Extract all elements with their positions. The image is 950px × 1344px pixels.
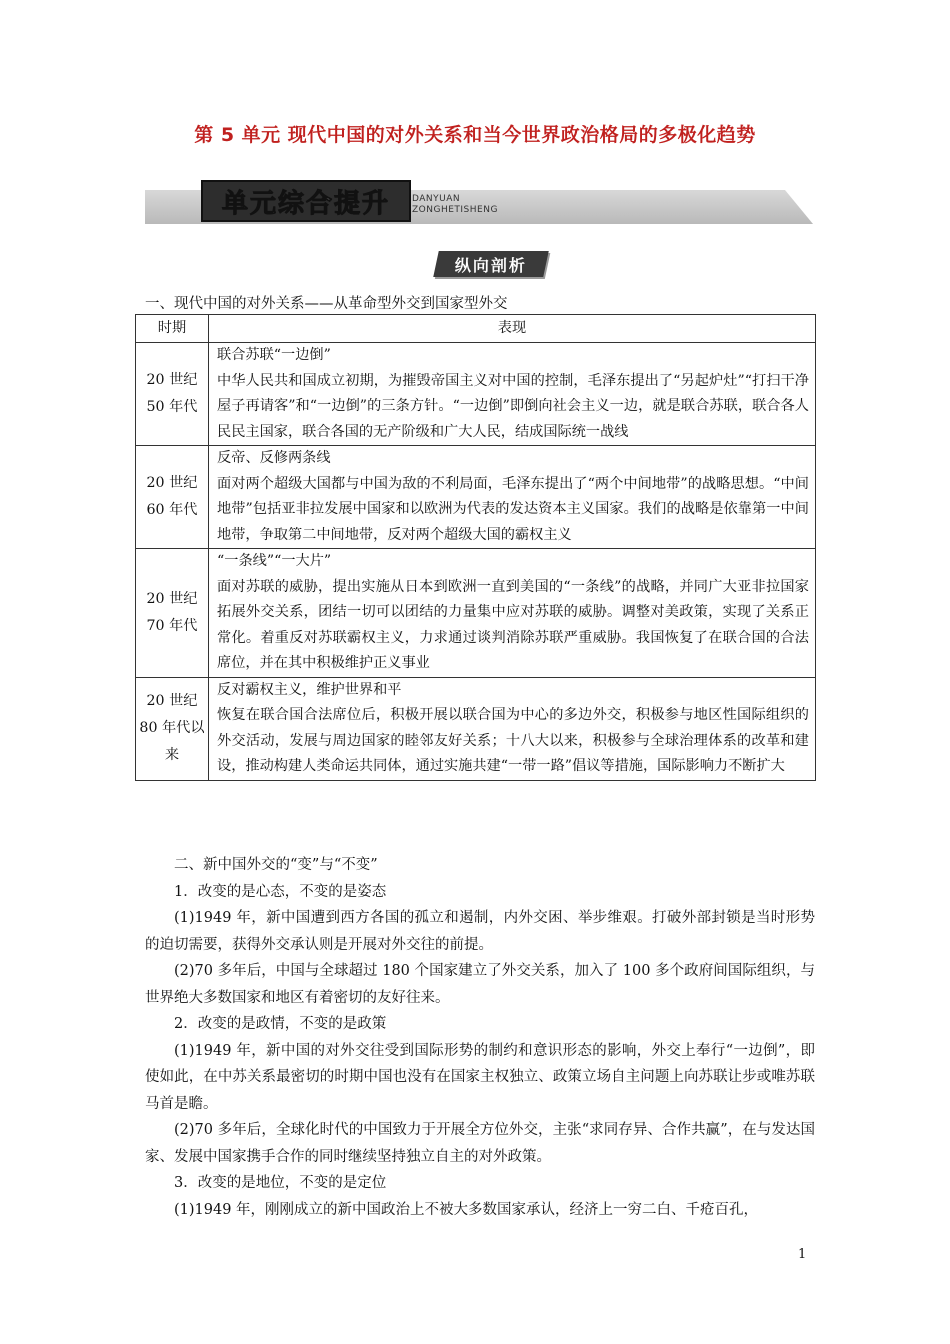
- banner-pinyin: [412, 194, 498, 216]
- paragraph: (1)1949 年，刚刚成立的新中国政治上不被大多数国家承认，经济上一穷二白、千疮百孔，: [174, 1201, 759, 1218]
- period-cell: 20 世纪 50 年代: [136, 343, 209, 446]
- section1-title: 一、现代中国的对外关系——从革命型外交到国家型外交: [145, 296, 508, 312]
- unit-banner: [145, 172, 813, 224]
- page-number: 1: [798, 1247, 807, 1262]
- banner-pinyin-line2: ZONGHETISHENG: [412, 205, 498, 215]
- period-cell: 20 世纪 70 年代: [136, 549, 209, 678]
- item-heading: 3．改变的是地位，不变的是定位: [174, 1175, 387, 1191]
- section-badge-text: 纵向剖析: [454, 255, 527, 275]
- banner-pinyin-line1: DANYUAN: [412, 194, 461, 204]
- foreign-relations-table: [135, 314, 816, 781]
- paragraph: (1)1949 年，新中国的对外交往受到国际形势的制约和意识形态的影响，外交上奉行“一边倒”，即使如此，在中苏关系最密切的时期中国也没有在国家主权独立、政策立场自主问题上向苏联让步或唯苏联马首是瞻。: [145, 1042, 815, 1112]
- table-row: [136, 549, 816, 678]
- table-row: [136, 343, 816, 446]
- row-title: 反帝、反修两条线: [217, 450, 331, 466]
- row-title: 联合苏联“一边倒”: [217, 347, 331, 363]
- page-title: 第 5 单元 现代中国的对外关系和当今世界政治格局的多极化趋势: [194, 124, 756, 146]
- banner-label-box: [201, 180, 411, 222]
- section2-title: 二、新中国外交的“变”与“不变”: [174, 857, 378, 873]
- section2-body: [145, 852, 815, 1223]
- table-row: [136, 677, 816, 780]
- table-row: [136, 446, 816, 549]
- description-cell: [209, 677, 816, 780]
- row-text: 面对苏联的威胁，提出实施从日本到欧洲一直到美国的“一条线”的战略，并同广大亚非拉国家拓展外交关系，团结一切可以团结的力量集中应对苏联的威胁。调整对美政策，实现了关系正常化。着重反对苏联霸权主义，力求通过谈判消除苏联严重威胁。我国恢复了在联合国的合法席位，并在其中积极维护正义事业: [217, 578, 809, 671]
- description-cell: [209, 343, 816, 446]
- table-header-period: 时期: [136, 315, 209, 343]
- paragraph: (1)1949 年，新中国遭到西方各国的孤立和遏制，内外交困、举步维艰。打破外部封锁是当时形势的迫切需要，获得外交承认则是开展对外交往的前提。: [145, 910, 815, 953]
- banner-main-text: 单元综合提升: [221, 188, 390, 219]
- period-cell: 20 世纪 80 年代以来: [136, 677, 209, 780]
- table-header-row: [136, 315, 816, 343]
- period-cell: 20 世纪 60 年代: [136, 446, 209, 549]
- table-header-performance: 表现: [209, 315, 816, 343]
- row-title: “一条线”“一大片”: [217, 553, 332, 569]
- row-text: 面对两个超级大国都与中国为敌的不利局面，毛泽东提出了“两个中间地带”的战略思想。“中间地带”包括亚非拉发展中国家和以欧洲为代表的发达资本主义国家。我们的战略是依靠第一中间地带，争取第二中间地带，反对两个超级大国的霸权主义: [217, 475, 809, 543]
- row-text: 恢复在联合国合法席位后，积极开展以联合国为中心的多边外交，积极参与地区性国际组织的外交活动，发展与周边国家的睦邻友好关系；十八大以来，积极参与全球治理体系的改革和建设，推动构建人类命运共同体，通过实施共建“一带一路”倡议等措施，国际影响力不断扩大: [217, 707, 809, 774]
- description-cell: [209, 549, 816, 678]
- description-cell: [209, 446, 816, 549]
- item-heading: 1．改变的是心态，不变的是姿态: [174, 883, 387, 900]
- row-text: 中华人民共和国成立初期，为摧毁帝国主义对中国的控制，毛泽东提出了“另起炉灶”“打扫干净屋子再请客”和“一边倒”的三条方针。“一边倒”即倒向社会主义一边，就是联合苏联，联合各人民民主国家，联合各国的无产阶级和广大人民，结成国际统一战线: [217, 372, 809, 440]
- row-title: 反对霸权主义，维护世界和平: [217, 681, 402, 698]
- section-badge: [433, 251, 549, 277]
- paragraph: (2)70 多年后，中国与全球超过 180 个国家建立了外交关系，加入了 100 多个政府间国际组织，与世界绝大多数国家和地区有着密切的友好往来。: [145, 963, 815, 1006]
- item-heading: 2．改变的是政情，不变的是政策: [174, 1016, 387, 1032]
- paragraph: (2)70 多年后，全球化时代的中国致力于开展全方位外交，主张“求同存异、合作共赢”，在与发达国家、发展中国家携手合作的同时继续坚持独立自主的对外政策。: [145, 1122, 815, 1165]
